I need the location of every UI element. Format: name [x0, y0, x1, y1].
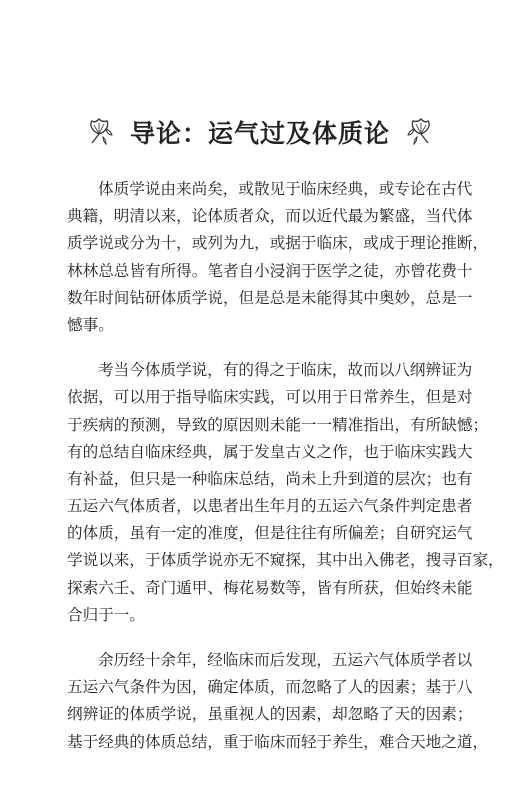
text-line: 有补益，但只是一种临床总结，尚未上升到道的层次；也有 [67, 469, 473, 488]
text-line: 余历经十余年，经临床而后发现，五运六气体质学者以 [98, 651, 473, 669]
text-line: 基于经典的体质总结，重于临床而轻于养生，难合天地之道， [67, 732, 489, 751]
text-line: 五运六气体质者，以患者出生年月的五运六气条件判定患者 [67, 497, 473, 516]
text-line: 于疾病的预测，导致的原因则未能一一精准指出，有所缺憾； [67, 415, 489, 434]
text-line: 探索六壬、奇门遁甲、梅花易数等，皆有所获，但始终未能 [67, 578, 473, 597]
paragraph-1 [67, 176, 489, 339]
ginkgo-leaf-left-icon [86, 117, 116, 147]
text-line: 合归于一。 [67, 605, 145, 624]
text-line: 有的总结自临床经典，属于发皇古义之作，也于临床实践大 [67, 442, 473, 461]
text-line: 林林总总皆有所得。笔者自小浸润于医学之徒，亦曾花费十 [67, 261, 473, 280]
paragraph-3 [67, 647, 489, 756]
ginkgo-leaf-right-icon [404, 117, 434, 147]
text-line: 考当今体质学说，有的得之于临床，故而以八纲辨证为 [98, 361, 473, 380]
text-line: 质学说或分为十，或列为九，或据于临床，或成于理论推断， [67, 234, 489, 253]
text-line: 体质学说由来尚矣，或散见于临床经典，或专论在古代 [98, 180, 473, 198]
text-line: 典籍，明清以来，论体质者众，而以近代最为繁盛，当代体 [67, 207, 473, 226]
body-text [67, 176, 504, 774]
text-line: 憾事。 [67, 315, 114, 334]
chapter-title: 导论：运气过及体质论 [129, 119, 390, 148]
text-line: 依据，可以用于指导临床实践，可以用于日常养生，但是对 [67, 388, 473, 407]
paragraph-2 [67, 357, 504, 629]
text-line: 学说以来，于体质学说亦无不窥探，其中出入佛老，搜寻百家， [67, 551, 504, 570]
text-line: 五运六气条件为因，确定体质，而忽略了人的因素；基于八 [67, 678, 473, 697]
chapter-heading [0, 112, 520, 152]
text-line: 的体质，虽有一定的准度，但是往往有所偏差；自研究运气 [67, 524, 473, 543]
text-line: 纲辨证的体质学说，虽重视人的因素，却忽略了天的因素； [67, 705, 473, 724]
text-line: 数年时间钻研体质学说，但是总是未能得其中奥妙，总是一 [67, 288, 473, 307]
